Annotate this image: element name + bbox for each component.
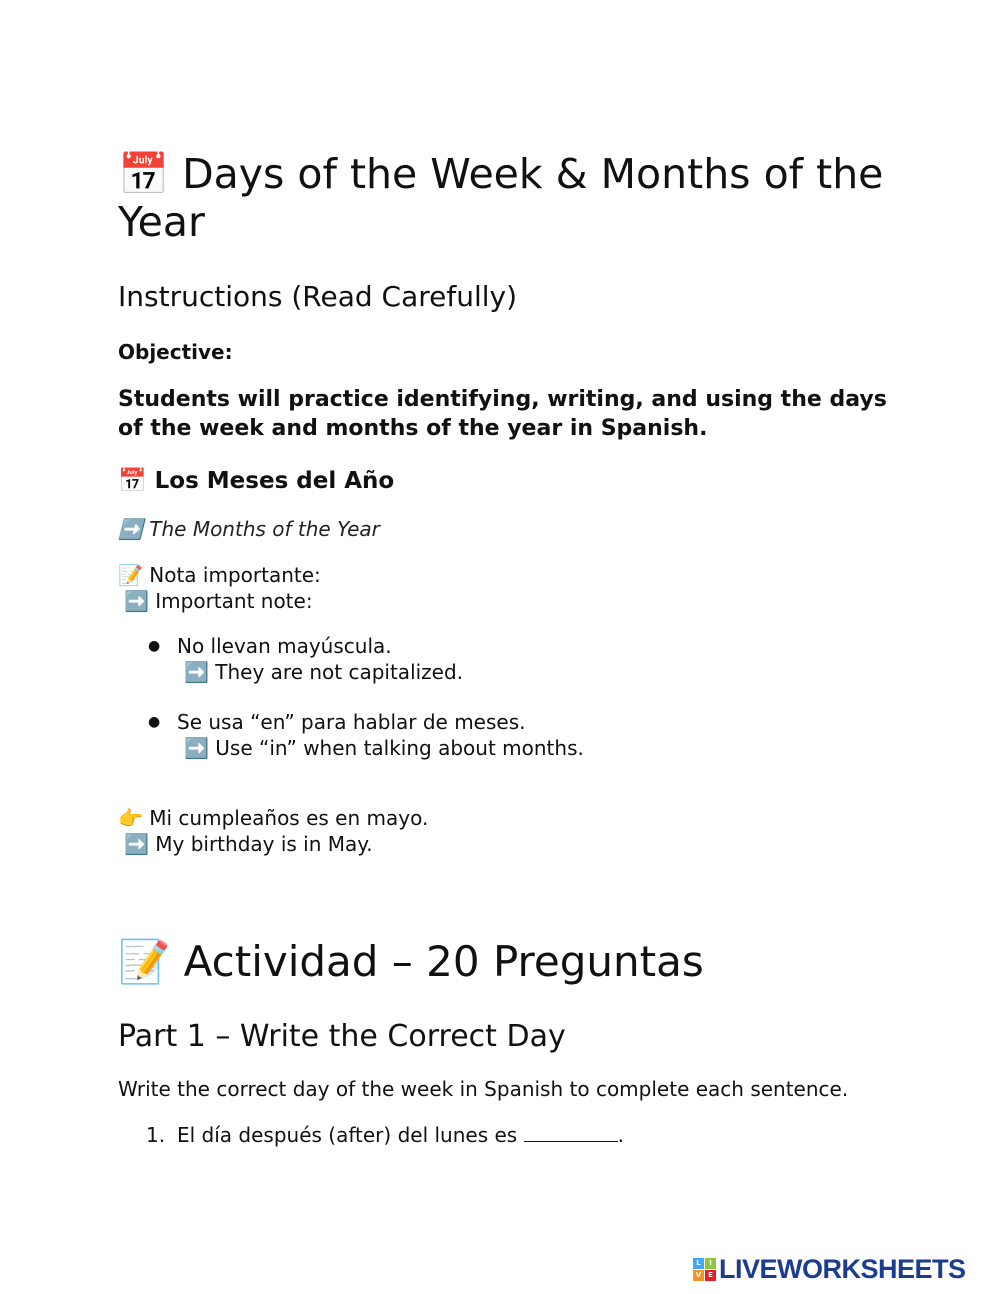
- example-spanish: 👉 Mi cumpleaños es en mayo.: [118, 806, 429, 830]
- logo-mark-letter: E: [705, 1270, 716, 1281]
- bullet-dot: ●: [148, 714, 161, 730]
- liveworksheets-logo: [693, 1254, 966, 1284]
- logo-mark-icon: [693, 1258, 716, 1281]
- note-spanish: 📝 Nota importante:: [118, 563, 321, 587]
- bullet-spanish: Se usa “en” para hablar de meses.: [177, 710, 526, 734]
- months-translation: ➡️ The Months of the Year: [118, 517, 380, 541]
- logo-mark-letter: I: [705, 1258, 716, 1269]
- bullet-dot: ●: [148, 638, 161, 654]
- question-number: 1.: [146, 1123, 166, 1147]
- logo-text: LIVEWORKSHEETS: [719, 1253, 966, 1284]
- bullet-english: ➡️ Use “in” when talking about months.: [184, 736, 584, 760]
- logo-mark-letter: V: [693, 1270, 704, 1281]
- months-heading: 📅 Los Meses del Año: [118, 468, 395, 494]
- question-end: .: [617, 1123, 624, 1147]
- question-1: [177, 1123, 624, 1147]
- instructions-heading: Instructions (Read Carefully): [118, 280, 518, 313]
- bullet-spanish: No llevan mayúscula.: [177, 634, 392, 658]
- objective-label: Objective:: [118, 340, 233, 364]
- page-title: 📅 Days of the Week & Months of the Year: [118, 150, 884, 246]
- example-english: ➡️ My birthday is in May.: [124, 832, 373, 856]
- bullet-english: ➡️ They are not capitalized.: [184, 660, 464, 684]
- objective-text: Students will practice identifying, writing, and using the days of the week and months of the year in Spanish.: [118, 387, 887, 441]
- note-english: ➡️ Important note:: [124, 589, 313, 613]
- activity-heading: 📝 Actividad – 20 Preguntas: [118, 937, 704, 986]
- logo-mark-letter: L: [693, 1258, 704, 1269]
- question-text: El día después (after) del lunes es: [177, 1123, 524, 1147]
- answer-blank[interactable]: [524, 1125, 618, 1142]
- part1-instructions: Write the correct day of the week in Spanish to complete each sentence.: [118, 1077, 849, 1101]
- part1-heading: Part 1 – Write the Correct Day: [118, 1019, 566, 1054]
